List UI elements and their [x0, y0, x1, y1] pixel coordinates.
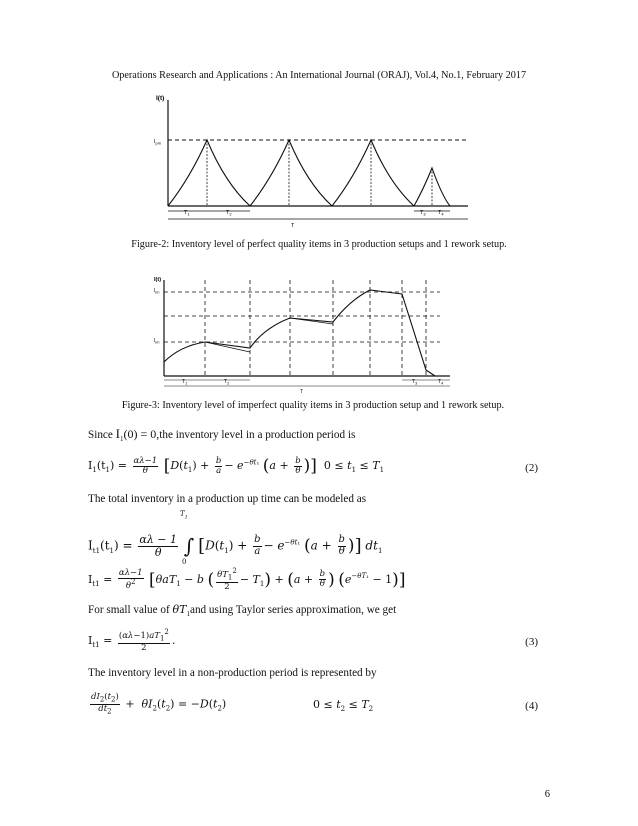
equation-4-range: $0 \le t_2 \le T_2$ — [313, 698, 374, 714]
running-head: Operations Research and Applications : An International Journal (ORAJ), Vol.4, No.1, February 2017 — [111, 70, 527, 81]
fig2-cycle-3 — [332, 140, 414, 206]
fig2-x-label: T — [291, 223, 295, 229]
equation-2: $I_1(t_1)$ = $\frac{\alpha\lambda-1}{\theta}$ [$D(t_1)$ + $\frac{b}{a}$ − $e^{-\theta t_1}$ (a + $\frac{b}{\theta}$ )] $0 \le t_1 \le T_1$ — [88, 455, 385, 476]
fig2-level-label: $I_{pm}$ — [154, 139, 162, 146]
fig2-cycle-2 — [250, 140, 332, 206]
fig2-y-label: I(t) — [156, 95, 165, 102]
fig3-seg-label-4: $T_4$ — [438, 379, 444, 386]
fig3-y-label: I(t) — [154, 277, 162, 283]
fig3-seg-label-3: $T_3$ — [412, 379, 418, 386]
figure-2-caption: Figure-2: Inventory level of perfect quality items in 3 production setups and 1 rework setup. — [131, 239, 507, 250]
figure-3-caption: Figure-3: Inventory level of imperfect quality items in 3 production setup and 1 rework setup. — [121, 400, 505, 411]
fig2-seg-label-3: $T_3$ — [420, 210, 426, 217]
equation-2-number: (2) — [525, 462, 538, 474]
non-production-sentence: The inventory level in a non-production period is represented by — [88, 667, 377, 679]
fig2-cycle-1 — [168, 140, 250, 206]
page-number: 6 — [544, 789, 550, 800]
fig3-seg-label-2: $T_2$ — [224, 379, 230, 386]
fig2-seg-label-4: $T_4$ — [438, 210, 444, 217]
fig3-seg-label-1: $T_1$ — [182, 379, 188, 386]
equation-It1: $I_{t1}$ = $\frac{\alpha\lambda-1}{\theta^2}$ [θaT$_1$ − b ( $\frac{\theta T_1^2}{2}$ − $T_1) + (a$ + $\frac{b}{\theta}$ ) $(e^{-\theta T_1} - 1)$] — [88, 567, 406, 592]
fig2-seg-label-2: $T_2$ — [226, 210, 232, 217]
fig3-flat-segments — [205, 318, 333, 352]
since-sentence: Since $I_1(0) = 0,the$ inventory level in a production period is — [88, 426, 356, 444]
fig3-x-label: T — [300, 389, 304, 394]
fig2-seg-label-1: $T_1$ — [184, 210, 190, 217]
total-inventory-sentence: The total inventory in a production up time can be modeled as — [88, 493, 367, 505]
equation-3-number: (3) — [525, 636, 538, 648]
fig3-level-mid: $I_{im}$ — [154, 338, 160, 345]
small-value-sentence: For small value of $\theta T_1and$ using Taylor series approximation, we get — [88, 603, 397, 619]
equation-4: $\frac{dI_2(t_2)}{dt_2}$ + $\theta I_2(t_2) = -D(t_2)$ — [91, 692, 227, 716]
equation-3: $I_{t1}$ = $\frac{(\alpha\lambda-1)aT_1^2}{2}$ . — [88, 628, 176, 653]
figure-2-chart — [150, 88, 480, 233]
equation-4-number: (4) — [525, 700, 538, 712]
figure-3-chart — [150, 272, 470, 394]
fig3-level-top: $I_{im}$ — [154, 288, 160, 295]
